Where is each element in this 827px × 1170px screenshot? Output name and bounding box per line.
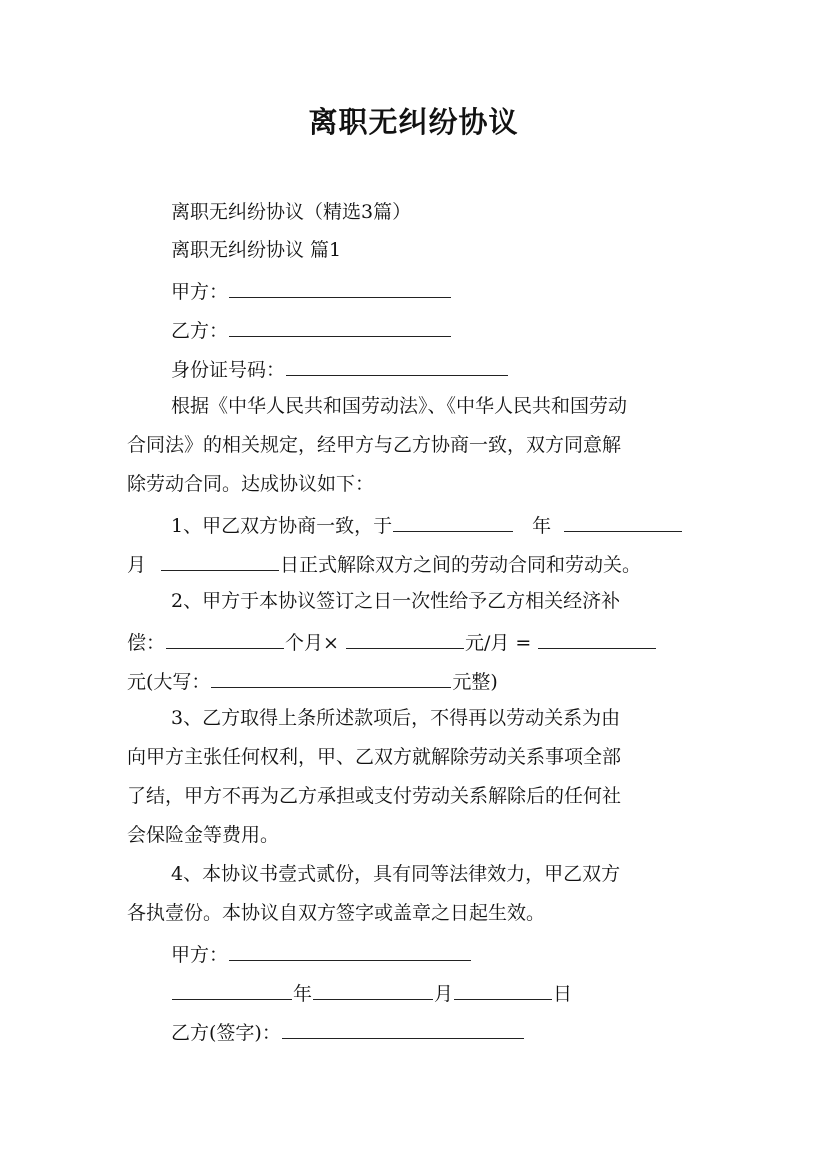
clause-4-line-1: 4、本协议书壹式贰份，具有同等法律效力，甲乙双方: [171, 863, 621, 885]
sign-date-line: 年 月 日: [127, 972, 761, 1010]
clause-1-line-1: 1、甲乙双方协商一致，于 年: [127, 504, 761, 542]
intro-line-1: 根据《中华人民共和国劳动法》、《中华人民共和国劳动: [171, 395, 628, 417]
sign-party-b-blank[interactable]: [282, 1011, 524, 1039]
id-number-line: [127, 348, 761, 386]
id-number-blank[interactable]: [286, 348, 508, 376]
sign-party-a-label: 甲方：: [171, 944, 229, 966]
sign-party-b-line: [127, 1011, 761, 1049]
chapter-heading: 离职无纠纷协议 篇1: [171, 239, 342, 261]
clause-3-line-2: 向甲方主张任何权利，甲、乙双方就解除劳动关系事项全部: [127, 746, 622, 768]
clause-2-line-3: 元(大写： 元整): [127, 660, 717, 698]
clause-2-line-1: 2、甲方于本协议签订之日一次性给予乙方相关经济补: [171, 590, 621, 612]
party-a-line: [127, 270, 761, 308]
sign-party-b-label: 乙方(签字)：: [171, 1022, 281, 1044]
party-a-blank[interactable]: [229, 270, 451, 298]
clause-3-line-3: 了结，甲方不再为乙方承担或支付劳动关系解除后的任何社: [127, 785, 622, 807]
sign-party-a-line: [127, 933, 761, 971]
party-b-line: [127, 309, 761, 347]
sign-day-blank[interactable]: [454, 972, 552, 1000]
document-title: 离职无纠纷协议: [308, 105, 519, 139]
sign-month-blank[interactable]: [313, 972, 433, 1000]
document-subtitle: 离职无纠纷协议（精选3篇）: [171, 201, 412, 223]
intro-line-3: 除劳动合同。达成协议如下：: [127, 473, 375, 495]
year-blank[interactable]: [393, 504, 513, 532]
sign-year-blank[interactable]: [172, 972, 292, 1000]
months-blank[interactable]: [166, 621, 284, 649]
intro-line-2: 合同法》的相关规定，经甲方与乙方协商一致，双方同意解: [127, 434, 622, 456]
party-b-label: 乙方：: [171, 320, 229, 342]
month-blank[interactable]: [564, 504, 682, 532]
sign-party-a-blank[interactable]: [229, 933, 471, 961]
party-a-label: 甲方：: [171, 281, 229, 303]
clause-3-line-1: 3、乙方取得上条所述款项后，不得再以劳动关系为由: [171, 707, 621, 729]
clause-1-line-2: 月 日正式解除双方之间的劳动合同和劳动关。: [127, 543, 717, 581]
day-blank[interactable]: [161, 543, 279, 571]
clause-3-line-4: 会保险金等费用。: [127, 824, 280, 846]
total-amount-blank[interactable]: [538, 621, 656, 649]
amount-in-words-blank[interactable]: [211, 660, 451, 688]
clause-4-line-2: 各执壹份。本协议自双方签字或盖章之日起生效。: [127, 902, 546, 924]
id-number-label: 身份证号码：: [171, 359, 286, 381]
party-b-blank[interactable]: [229, 309, 451, 337]
monthly-amount-blank[interactable]: [346, 621, 464, 649]
clause-2-line-2: 偿： 个月× 元/月 =: [127, 621, 717, 659]
